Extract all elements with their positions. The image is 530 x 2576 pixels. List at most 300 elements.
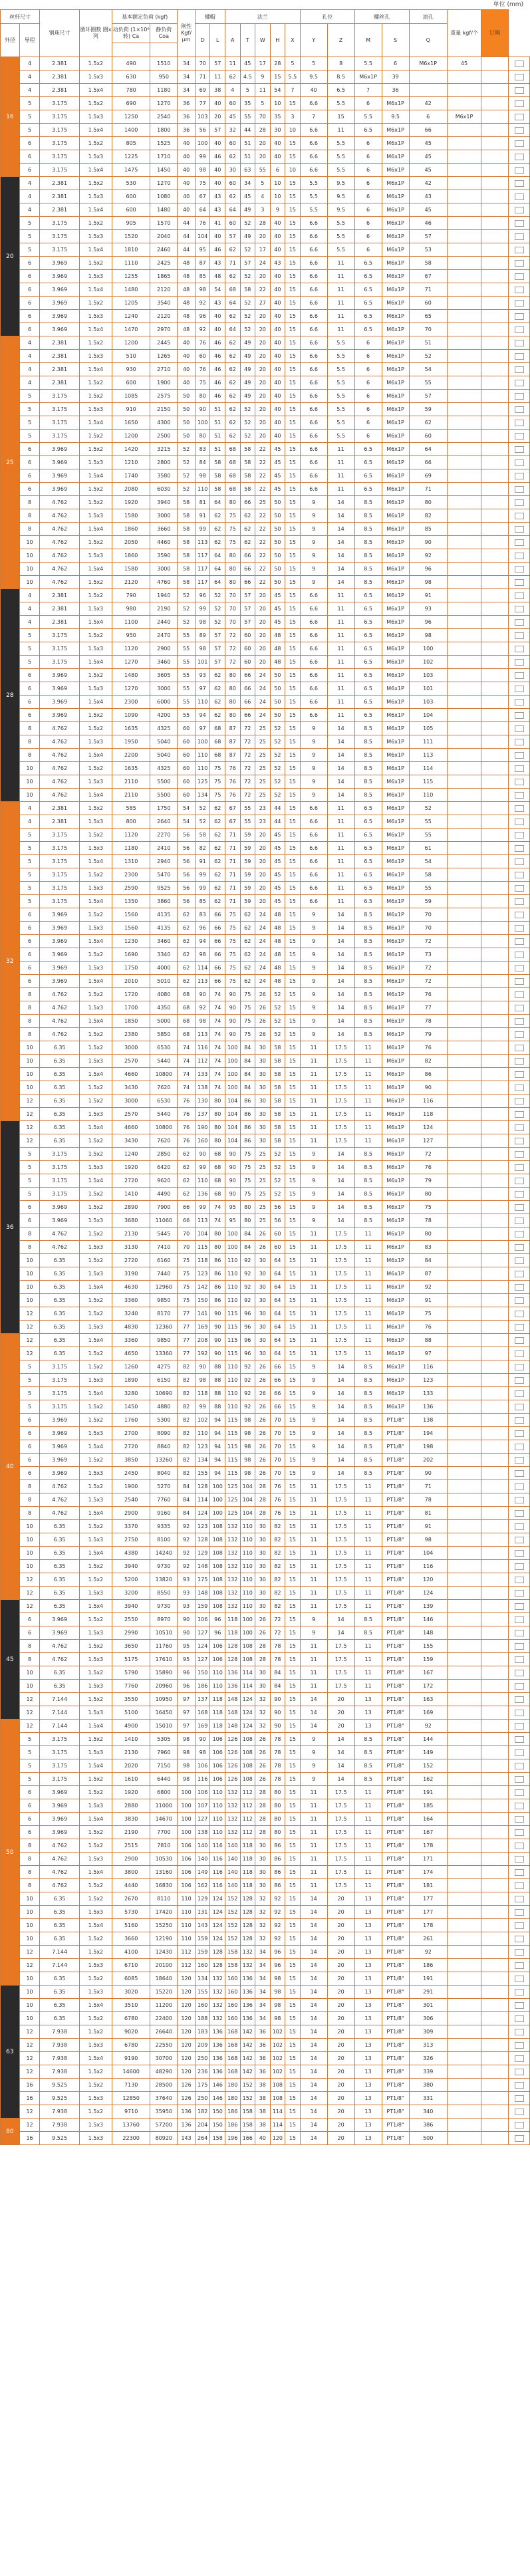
order-checkbox[interactable] [515, 1005, 524, 1011]
table-cell: 74 [210, 1001, 225, 1015]
order-checkbox[interactable] [515, 167, 524, 174]
order-checkbox[interactable] [515, 87, 524, 94]
order-checkbox[interactable] [515, 2042, 524, 2049]
order-checkbox[interactable] [515, 539, 524, 546]
order-checkbox[interactable] [515, 1377, 524, 1384]
order-checkbox[interactable] [515, 1364, 524, 1370]
order-checkbox[interactable] [515, 1151, 524, 1158]
order-checkbox[interactable] [515, 406, 524, 413]
table-row [1, 1055, 530, 1068]
table-cell: 17.5 [327, 1600, 354, 1613]
table-cell: 15 [285, 1321, 301, 1334]
table-cell: 910 [112, 403, 150, 416]
table-cell: 120 [178, 1999, 196, 2012]
order-checkbox[interactable] [515, 712, 524, 719]
order-checkbox[interactable] [515, 938, 524, 945]
table-cell: 106 [210, 1773, 225, 1786]
order-checkbox[interactable] [515, 1896, 524, 1902]
table-cell: 92 [270, 1892, 285, 1906]
order-checkbox[interactable] [515, 1218, 524, 1224]
order-checkbox[interactable] [515, 1989, 524, 1996]
order-checkbox[interactable] [515, 1483, 524, 1490]
order-checkbox[interactable] [515, 1351, 524, 1357]
table-cell: 91 [195, 509, 210, 523]
order-checkbox[interactable] [515, 659, 524, 666]
table-cell: 77 [178, 1347, 196, 1360]
order-checkbox[interactable] [515, 1510, 524, 1517]
order-checkbox[interactable] [515, 1497, 524, 1503]
order-checkbox[interactable] [515, 1244, 524, 1251]
table-row [1, 1188, 530, 1201]
order-checkbox[interactable] [515, 1590, 524, 1597]
order-checkbox[interactable] [515, 2029, 524, 2035]
order-checkbox[interactable] [515, 725, 524, 732]
order-checkbox[interactable] [515, 233, 524, 240]
table-cell: 59 [240, 895, 255, 908]
order-checkbox[interactable] [515, 2082, 524, 2089]
order-checkbox[interactable] [515, 1417, 524, 1424]
order-checkbox[interactable] [515, 61, 524, 67]
order-checkbox[interactable] [515, 1936, 524, 1942]
order-checkbox[interactable] [515, 1430, 524, 1437]
table-cell: 110 [178, 1919, 196, 1932]
table-cell: 15 [285, 1174, 301, 1188]
order-checkbox[interactable] [515, 1670, 524, 1676]
table-cell: 6 [270, 164, 285, 177]
table-cell: 11 [327, 270, 354, 283]
order-checkbox[interactable] [515, 1656, 524, 1663]
order-checkbox[interactable] [515, 686, 524, 692]
table-cell: 74 [178, 1068, 196, 1081]
table-cell: 148 [409, 1626, 447, 1640]
order-checkbox[interactable] [515, 1204, 524, 1211]
order-checkbox[interactable] [515, 566, 524, 573]
order-checkbox[interactable] [515, 1297, 524, 1304]
table-cell: 14 [327, 1613, 354, 1626]
order-checkbox[interactable] [515, 420, 524, 426]
table-row [1, 1560, 530, 1573]
order-checkbox[interactable] [515, 1843, 524, 1849]
table-cell: 62 [210, 829, 225, 842]
order-cell [509, 1227, 530, 1241]
table-cell: 17.5 [327, 1533, 354, 1547]
table-cell: 2550 [112, 1613, 150, 1626]
table-cell: 124 [195, 1507, 210, 1520]
order-checkbox[interactable] [515, 1337, 524, 1344]
order-checkbox[interactable] [515, 606, 524, 612]
table-row [1, 496, 530, 509]
table-cell: 17.5 [327, 1587, 354, 1600]
order-checkbox[interactable] [515, 193, 524, 200]
order-checkbox[interactable] [515, 207, 524, 213]
table-cell: 15 [285, 1081, 301, 1095]
order-checkbox[interactable] [515, 1630, 524, 1636]
table-cell: 97 [178, 1706, 196, 1720]
order-checkbox[interactable] [515, 1470, 524, 1477]
order-checkbox[interactable] [515, 579, 524, 586]
order-cell [509, 1746, 530, 1759]
order-checkbox[interactable] [515, 446, 524, 453]
order-checkbox[interactable] [515, 260, 524, 267]
table-cell: 13 [354, 2105, 382, 2119]
order-checkbox[interactable] [515, 553, 524, 559]
order-checkbox[interactable] [515, 1643, 524, 1650]
table-cell: M6x1P [382, 882, 409, 895]
table-cell: 54 [210, 283, 225, 297]
table-cell: 98 [195, 283, 210, 297]
order-checkbox[interactable] [515, 1523, 524, 1530]
order-checkbox[interactable] [515, 739, 524, 745]
table-cell: 8 [19, 1015, 40, 1028]
table-cell [447, 1573, 481, 1587]
table-cell: 62 [240, 935, 255, 948]
table-cell: 12 [19, 2105, 40, 2119]
order-checkbox[interactable] [515, 872, 524, 878]
order-checkbox[interactable] [515, 925, 524, 932]
order-checkbox[interactable] [515, 1550, 524, 1557]
order-checkbox[interactable] [515, 180, 524, 187]
table-cell: 168 [225, 2025, 240, 2039]
order-checkbox[interactable] [515, 1789, 524, 1796]
table-cell [447, 1813, 481, 1826]
order-checkbox[interactable] [515, 1563, 524, 1570]
order-checkbox[interactable] [515, 2135, 524, 2142]
table-cell: 15 [285, 323, 301, 336]
order-checkbox[interactable] [515, 127, 524, 134]
table-cell: 56 [195, 124, 210, 137]
order-checkbox[interactable] [515, 220, 524, 227]
table-cell: 5.5 [327, 350, 354, 363]
table-cell: M6x1P [382, 257, 409, 270]
table-cell: 49 [240, 363, 255, 376]
table-cell: 68 [178, 988, 196, 1001]
table-cell: 11060 [150, 1214, 178, 1227]
order-checkbox[interactable] [515, 1696, 524, 1703]
order-checkbox[interactable] [515, 2095, 524, 2102]
order-checkbox[interactable] [515, 619, 524, 626]
table-cell: 2890 [112, 1201, 150, 1214]
order-checkbox[interactable] [515, 1816, 524, 1823]
order-checkbox[interactable] [515, 1257, 524, 1264]
order-checkbox[interactable] [515, 287, 524, 293]
order-checkbox[interactable] [515, 1058, 524, 1065]
table-cell: 600 [112, 190, 150, 203]
order-checkbox[interactable] [515, 1882, 524, 1889]
order-checkbox[interactable] [515, 1949, 524, 1956]
order-checkbox[interactable] [515, 353, 524, 360]
table-cell: 15 [285, 1480, 301, 1493]
order-checkbox[interactable] [515, 486, 524, 493]
order-checkbox[interactable] [515, 1869, 524, 1876]
table-cell: M6x1P [382, 735, 409, 749]
table-cell: 15 [285, 2065, 301, 2079]
order-checkbox[interactable] [515, 1909, 524, 1916]
table-cell [481, 1347, 509, 1360]
table-cell: 1.5x2 [79, 762, 112, 775]
order-checkbox[interactable] [515, 366, 524, 373]
table-cell: 15 [285, 1254, 301, 1267]
order-checkbox[interactable] [515, 1045, 524, 1051]
table-cell [447, 1121, 481, 1134]
table-cell: 95 [178, 1653, 196, 1666]
table-cell: 40 [178, 336, 196, 350]
table-cell: 104 [409, 709, 447, 722]
table-cell: 48 [270, 922, 285, 935]
order-checkbox[interactable] [515, 1111, 524, 1118]
order-checkbox[interactable] [515, 1736, 524, 1743]
table-cell: 28 [255, 1493, 271, 1507]
order-checkbox[interactable] [515, 1457, 524, 1464]
table-cell: 15 [285, 297, 301, 310]
table-cell: 82 [270, 1600, 285, 1613]
order-checkbox[interactable] [515, 326, 524, 333]
order-cell [509, 124, 530, 137]
order-checkbox[interactable] [515, 2069, 524, 2075]
table-cell: 15250 [150, 1919, 178, 1932]
order-checkbox[interactable] [515, 1749, 524, 1756]
table-cell: 10 [19, 1081, 40, 1095]
table-cell: 3 [255, 203, 271, 217]
table-cell: 8840 [150, 1440, 178, 1454]
order-checkbox[interactable] [515, 898, 524, 905]
table-cell [481, 709, 509, 722]
order-cell [509, 1932, 530, 1946]
order-checkbox[interactable] [515, 459, 524, 466]
order-checkbox[interactable] [515, 1803, 524, 1809]
table-cell: 66 [409, 456, 447, 469]
table-cell: 51 [409, 336, 447, 350]
order-checkbox[interactable] [515, 473, 524, 479]
order-checkbox[interactable] [515, 912, 524, 918]
order-checkbox[interactable] [515, 1603, 524, 1610]
order-checkbox[interactable] [515, 845, 524, 852]
order-checkbox[interactable] [515, 1683, 524, 1690]
table-cell: 4830 [112, 1321, 150, 1334]
table-cell: 160 [225, 1999, 240, 2012]
order-checkbox[interactable] [515, 752, 524, 759]
order-checkbox[interactable] [515, 1723, 524, 1730]
table-cell: 17.5 [327, 1640, 354, 1653]
order-checkbox[interactable] [515, 2002, 524, 2009]
order-checkbox[interactable] [515, 991, 524, 998]
table-cell: 26 [255, 1028, 271, 1041]
order-checkbox[interactable] [515, 1829, 524, 1836]
order-checkbox[interactable] [515, 1444, 524, 1450]
order-checkbox[interactable] [515, 2122, 524, 2128]
order-checkbox[interactable] [515, 1976, 524, 1982]
table-cell: 98 [270, 1999, 285, 2012]
table-cell: 8.5 [354, 1360, 382, 1374]
table-cell: 55 [409, 829, 447, 842]
table-cell: 1270 [112, 682, 150, 696]
order-checkbox[interactable] [515, 952, 524, 958]
table-cell: 11 [354, 1095, 382, 1108]
order-checkbox[interactable] [515, 340, 524, 346]
table-cell: 9 [300, 1626, 327, 1640]
table-cell: 80 [409, 1227, 447, 1241]
table-cell: 99 [195, 602, 210, 616]
table-cell: 326 [409, 2052, 447, 2065]
table-cell: 8 [19, 1879, 40, 1892]
order-cell [509, 376, 530, 390]
table-cell [481, 310, 509, 323]
order-checkbox[interactable] [515, 765, 524, 772]
order-checkbox[interactable] [515, 779, 524, 785]
table-cell [447, 2105, 481, 2119]
table-cell: 110 [178, 1932, 196, 1946]
order-cell [509, 1055, 530, 1068]
order-checkbox[interactable] [515, 393, 524, 400]
order-checkbox[interactable] [515, 1031, 524, 1038]
order-checkbox[interactable] [515, 1324, 524, 1331]
order-checkbox[interactable] [515, 1390, 524, 1397]
order-checkbox[interactable] [515, 2015, 524, 2022]
table-cell [447, 1041, 481, 1055]
table-cell: 6 [19, 443, 40, 456]
order-checkbox[interactable] [515, 819, 524, 825]
table-cell: 6710 [112, 1959, 150, 1972]
table-row [1, 1720, 530, 1733]
table-cell: 1.5x2 [79, 536, 112, 549]
table-cell: 1.5x2 [79, 1294, 112, 1307]
order-checkbox[interactable] [515, 300, 524, 307]
table-cell: 6.5 [354, 629, 382, 642]
table-cell: 12 [19, 1706, 40, 1720]
order-checkbox[interactable] [515, 499, 524, 506]
table-cell: 20 [255, 842, 271, 855]
order-checkbox[interactable] [515, 965, 524, 971]
table-cell: 8970 [150, 1613, 178, 1626]
table-cell: 15 [285, 1720, 301, 1733]
order-checkbox[interactable] [515, 1856, 524, 1863]
table-cell: 13 [354, 1720, 382, 1733]
order-checkbox[interactable] [515, 1124, 524, 1131]
table-cell: 17.5 [327, 1799, 354, 1813]
table-cell: 15 [285, 2079, 301, 2092]
order-checkbox[interactable] [515, 1071, 524, 1078]
table-cell [481, 922, 509, 935]
order-checkbox[interactable] [515, 1018, 524, 1025]
table-row [1, 563, 530, 576]
order-cell [509, 775, 530, 789]
order-checkbox[interactable] [515, 1098, 524, 1104]
table-cell: 17.5 [327, 1095, 354, 1108]
order-checkbox[interactable] [515, 1178, 524, 1184]
order-checkbox[interactable] [515, 858, 524, 865]
order-checkbox[interactable] [515, 1922, 524, 1929]
table-cell: 2540 [150, 110, 178, 124]
order-checkbox[interactable] [515, 1537, 524, 1543]
order-checkbox[interactable] [515, 1404, 524, 1410]
table-cell: 70 [409, 922, 447, 935]
table-cell: 88 [210, 1387, 225, 1400]
order-checkbox[interactable] [515, 1284, 524, 1291]
order-checkbox[interactable] [515, 526, 524, 533]
order-checkbox[interactable] [515, 1616, 524, 1623]
order-checkbox[interactable] [515, 273, 524, 280]
table-cell [481, 376, 509, 390]
table-cell: 12430 [150, 1946, 178, 1959]
order-checkbox[interactable] [515, 1138, 524, 1144]
order-checkbox[interactable] [515, 1191, 524, 1198]
order-checkbox[interactable] [515, 672, 524, 679]
order-checkbox[interactable] [515, 978, 524, 985]
table-cell: 600 [112, 376, 150, 390]
table-cell: 11 [354, 1839, 382, 1853]
order-checkbox[interactable] [515, 247, 524, 253]
table-cell [481, 1600, 509, 1613]
order-checkbox[interactable] [515, 1085, 524, 1091]
table-cell: 22 [255, 563, 271, 576]
order-checkbox[interactable] [515, 100, 524, 107]
table-cell: 1.5x3 [79, 2132, 112, 2145]
order-checkbox[interactable] [515, 114, 524, 120]
table-cell [481, 1001, 509, 1015]
order-checkbox[interactable] [515, 805, 524, 812]
order-checkbox[interactable] [515, 154, 524, 160]
order-checkbox[interactable] [515, 1271, 524, 1277]
order-checkbox[interactable] [515, 1231, 524, 1237]
order-checkbox[interactable] [515, 380, 524, 386]
order-checkbox[interactable] [515, 646, 524, 652]
order-checkbox[interactable] [515, 74, 524, 80]
table-cell: 45 [409, 150, 447, 164]
table-cell: 56 [178, 855, 196, 868]
order-checkbox[interactable] [515, 699, 524, 706]
table-cell: 16 [19, 2132, 40, 2145]
table-cell [447, 2132, 481, 2145]
table-cell: 3.969 [40, 975, 79, 988]
order-checkbox[interactable] [515, 1710, 524, 1716]
order-checkbox[interactable] [515, 1164, 524, 1171]
order-checkbox[interactable] [515, 1776, 524, 1783]
table-cell: 15 [285, 1028, 301, 1041]
table-cell: 14 [327, 1759, 354, 1773]
order-checkbox[interactable] [515, 1962, 524, 1969]
order-cell [509, 602, 530, 616]
order-checkbox[interactable] [515, 513, 524, 519]
table-cell: 48 [178, 323, 196, 336]
order-checkbox[interactable] [515, 2055, 524, 2062]
table-cell: 1.5x2 [79, 1560, 112, 1573]
order-checkbox[interactable] [515, 140, 524, 147]
table-cell: 75 [225, 536, 240, 549]
order-checkbox[interactable] [515, 885, 524, 892]
table-cell: 3.175 [40, 882, 79, 895]
order-checkbox[interactable] [515, 313, 524, 320]
order-checkbox[interactable] [515, 1577, 524, 1583]
table-cell: 93 [409, 602, 447, 616]
order-checkbox[interactable] [515, 832, 524, 838]
order-checkbox[interactable] [515, 592, 524, 599]
order-checkbox[interactable] [515, 433, 524, 440]
order-checkbox[interactable] [515, 792, 524, 799]
table-cell: 92 [240, 1387, 255, 1400]
order-checkbox[interactable] [515, 2109, 524, 2115]
table-cell: 7.144 [40, 1720, 79, 1733]
order-checkbox[interactable] [515, 632, 524, 639]
table-cell: 20 [255, 868, 271, 882]
table-cell: 77 [178, 1307, 196, 1321]
table-cell: 20 [327, 1693, 354, 1706]
order-checkbox[interactable] [515, 1311, 524, 1317]
table-cell: 52 [270, 988, 285, 1001]
table-cell: 12 [19, 1587, 40, 1600]
order-checkbox[interactable] [515, 1763, 524, 1769]
table-cell: 45 [270, 829, 285, 842]
table-cell: 1.5x2 [79, 829, 112, 842]
table-cell: 1200 [112, 336, 150, 350]
